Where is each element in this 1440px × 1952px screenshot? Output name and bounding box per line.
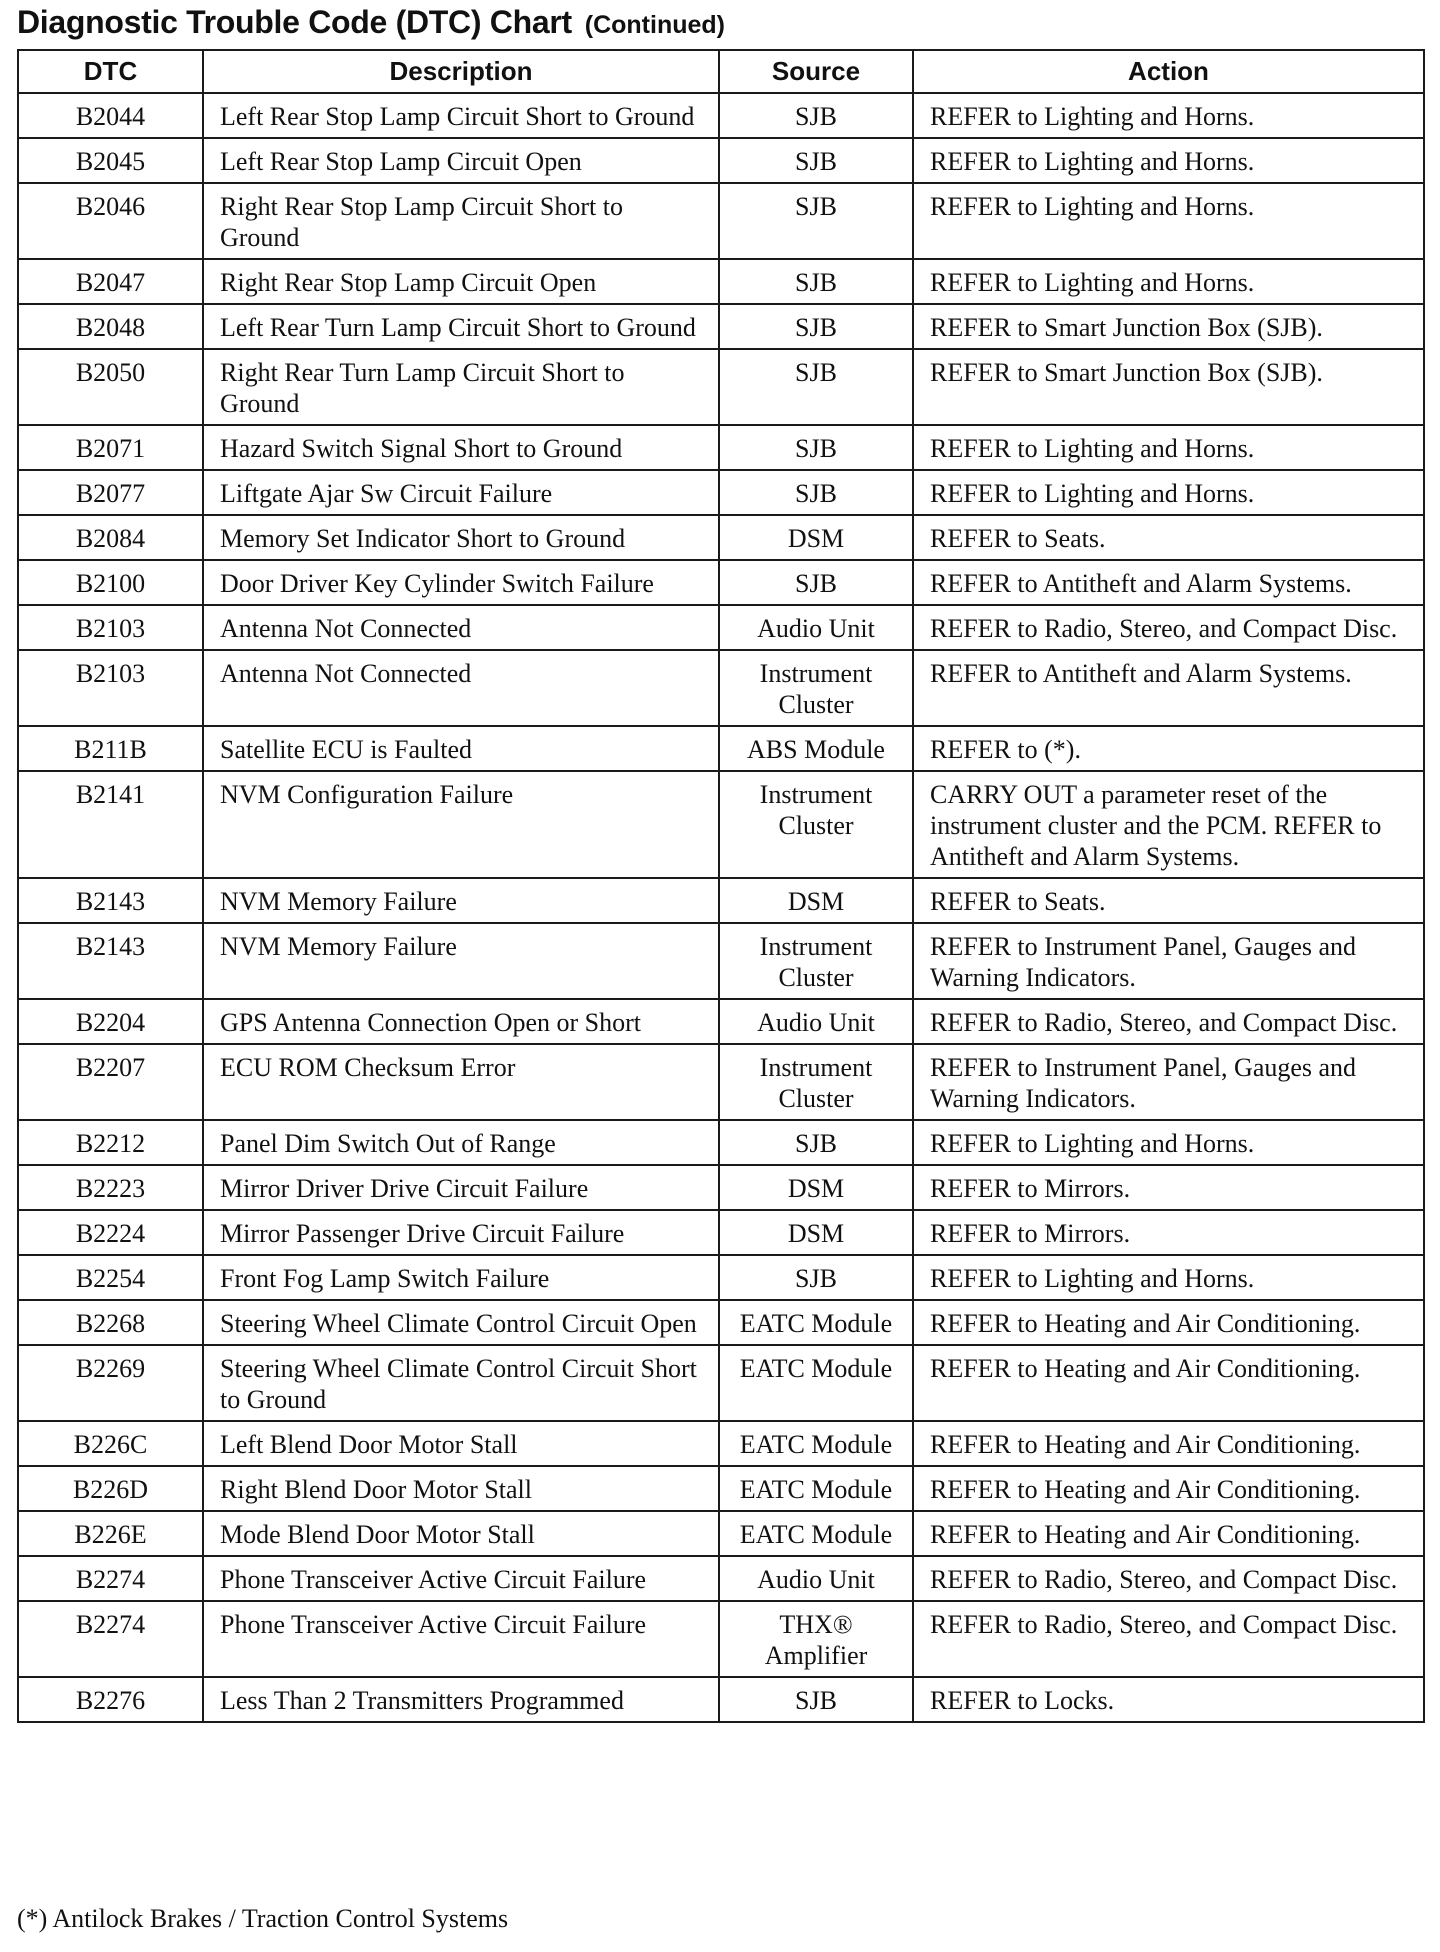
table-row [18,1255,1424,1300]
column-header-description: Description [203,50,719,93]
dtc-source: EATC Module [719,1466,913,1511]
dtc-description: NVM Memory Failure [203,923,719,999]
dtc-description: GPS Antenna Connection Open or Short [203,999,719,1044]
dtc-action: REFER to Heating and Air Conditioning. [913,1345,1424,1421]
footnote: (*) Antilock Brakes / Traction Control Systems [17,1904,509,1933]
dtc-source: Instrument Cluster [719,650,913,726]
dtc-source: SJB [719,1120,913,1165]
dtc-action: REFER to Smart Junction Box (SJB). [913,304,1424,349]
dtc-source: Instrument Cluster [719,1044,913,1120]
table-row [18,349,1424,425]
dtc-description: NVM Configuration Failure [203,771,719,878]
dtc-code: B2077 [18,470,203,515]
dtc-code: B2276 [18,1677,203,1722]
table-row [18,726,1424,771]
dtc-action: REFER to Mirrors. [913,1210,1424,1255]
dtc-code: B2071 [18,425,203,470]
dtc-description: Hazard Switch Signal Short to Ground [203,425,719,470]
dtc-description: Phone Transceiver Active Circuit Failure [203,1601,719,1677]
table-row [18,304,1424,349]
dtc-description: Antenna Not Connected [203,605,719,650]
dtc-source: Audio Unit [719,1556,913,1601]
dtc-source: ABS Module [719,726,913,771]
table-row [18,1120,1424,1165]
dtc-description: Steering Wheel Climate Control Circuit Open [203,1300,719,1345]
table-row [18,1044,1424,1120]
dtc-code: B2143 [18,878,203,923]
dtc-code: B2254 [18,1255,203,1300]
dtc-action: REFER to Radio, Stereo, and Compact Disc. [913,1556,1424,1601]
table-row [18,1511,1424,1556]
dtc-description: Right Rear Stop Lamp Circuit Short to Ground [203,183,719,259]
dtc-action: REFER to Instrument Panel, Gauges and Warning Indicators. [913,923,1424,999]
table-row [18,138,1424,183]
column-header-dtc: DTC [18,50,203,93]
dtc-description: Liftgate Ajar Sw Circuit Failure [203,470,719,515]
dtc-source: EATC Module [719,1345,913,1421]
dtc-code: B2103 [18,605,203,650]
dtc-source: SJB [719,470,913,515]
dtc-action: REFER to Lighting and Horns. [913,138,1424,183]
dtc-description: Front Fog Lamp Switch Failure [203,1255,719,1300]
dtc-description: Right Rear Turn Lamp Circuit Short to Ground [203,349,719,425]
table-row [18,999,1424,1044]
dtc-description: NVM Memory Failure [203,878,719,923]
table-row [18,1601,1424,1677]
table-body [18,93,1424,1722]
dtc-code: B2224 [18,1210,203,1255]
dtc-description: Less Than 2 Transmitters Programmed [203,1677,719,1722]
dtc-source: SJB [719,93,913,138]
dtc-code: B2143 [18,923,203,999]
column-header-source: Source [719,50,913,93]
dtc-code: B226E [18,1511,203,1556]
table-row [18,1421,1424,1466]
dtc-source: SJB [719,425,913,470]
dtc-action: REFER to Seats. [913,878,1424,923]
dtc-action: REFER to Heating and Air Conditioning. [913,1466,1424,1511]
dtc-action: REFER to Heating and Air Conditioning. [913,1300,1424,1345]
dtc-source: SJB [719,183,913,259]
table-row [18,878,1424,923]
dtc-action: REFER to Lighting and Horns. [913,93,1424,138]
column-header-action: Action [913,50,1424,93]
title-main: Diagnostic Trouble Code (DTC) Chart [17,4,572,40]
dtc-description: Panel Dim Switch Out of Range [203,1120,719,1165]
dtc-description: Left Rear Turn Lamp Circuit Short to Ground [203,304,719,349]
dtc-source: EATC Module [719,1421,913,1466]
dtc-source: SJB [719,349,913,425]
table-row [18,560,1424,605]
dtc-source: SJB [719,560,913,605]
table-row [18,259,1424,304]
dtc-action: REFER to Locks. [913,1677,1424,1722]
dtc-action: REFER to Antitheft and Alarm Systems. [913,650,1424,726]
dtc-code: B2044 [18,93,203,138]
dtc-source: EATC Module [719,1511,913,1556]
dtc-source: SJB [719,1677,913,1722]
dtc-description: Left Rear Stop Lamp Circuit Open [203,138,719,183]
dtc-code: B2050 [18,349,203,425]
dtc-action: REFER to Lighting and Horns. [913,183,1424,259]
dtc-code: B2141 [18,771,203,878]
dtc-source: Audio Unit [719,999,913,1044]
table-row [18,1345,1424,1421]
dtc-action: REFER to Radio, Stereo, and Compact Disc. [913,605,1424,650]
dtc-table [17,49,1425,1723]
dtc-description: Left Rear Stop Lamp Circuit Short to Ground [203,93,719,138]
dtc-code: B2204 [18,999,203,1044]
dtc-code: B211B [18,726,203,771]
dtc-source: SJB [719,304,913,349]
dtc-description: Mode Blend Door Motor Stall [203,1511,719,1556]
dtc-code: B2269 [18,1345,203,1421]
dtc-action: REFER to Seats. [913,515,1424,560]
dtc-action: REFER to Heating and Air Conditioning. [913,1511,1424,1556]
table-row [18,93,1424,138]
dtc-action: REFER to Lighting and Horns. [913,259,1424,304]
table-row [18,1210,1424,1255]
table-row [18,425,1424,470]
dtc-description: Mirror Passenger Drive Circuit Failure [203,1210,719,1255]
dtc-source: EATC Module [719,1300,913,1345]
dtc-action: REFER to Lighting and Horns. [913,425,1424,470]
table-row [18,1466,1424,1511]
dtc-action: CARRY OUT a parameter reset of the instrument cluster and the PCM. REFER to Antitheft and Alarm Systems. [913,771,1424,878]
title-continued: (Continued) [584,11,725,39]
dtc-code: B2047 [18,259,203,304]
dtc-source: DSM [719,878,913,923]
dtc-action: REFER to Lighting and Horns. [913,1255,1424,1300]
dtc-action: REFER to Antitheft and Alarm Systems. [913,560,1424,605]
dtc-source: DSM [719,515,913,560]
dtc-code: B2103 [18,650,203,726]
dtc-action: REFER to Smart Junction Box (SJB). [913,349,1424,425]
dtc-code: B2274 [18,1601,203,1677]
table-row [18,771,1424,878]
dtc-action: REFER to Lighting and Horns. [913,1120,1424,1165]
dtc-code: B2207 [18,1044,203,1120]
dtc-description: Left Blend Door Motor Stall [203,1421,719,1466]
dtc-code: B2100 [18,560,203,605]
dtc-description: Memory Set Indicator Short to Ground [203,515,719,560]
dtc-code: B2212 [18,1120,203,1165]
dtc-code: B2223 [18,1165,203,1210]
table-row [18,470,1424,515]
dtc-code: B226D [18,1466,203,1511]
dtc-code: B2274 [18,1556,203,1601]
table-row [18,650,1424,726]
dtc-action: REFER to Mirrors. [913,1165,1424,1210]
dtc-source: DSM [719,1165,913,1210]
table-row [18,923,1424,999]
dtc-description: Antenna Not Connected [203,650,719,726]
dtc-description: ECU ROM Checksum Error [203,1044,719,1120]
dtc-source: SJB [719,1255,913,1300]
table-row [18,605,1424,650]
dtc-code: B226C [18,1421,203,1466]
dtc-action: REFER to Lighting and Horns. [913,470,1424,515]
dtc-code: B2046 [18,183,203,259]
dtc-code: B2045 [18,138,203,183]
dtc-description: Phone Transceiver Active Circuit Failure [203,1556,719,1601]
dtc-action: REFER to Instrument Panel, Gauges and Warning Indicators. [913,1044,1424,1120]
dtc-source: SJB [719,138,913,183]
table-row [18,183,1424,259]
dtc-action: REFER to Radio, Stereo, and Compact Disc. [913,999,1424,1044]
dtc-source: Audio Unit [719,605,913,650]
dtc-action: REFER to Radio, Stereo, and Compact Disc. [913,1601,1424,1677]
table-row [18,1300,1424,1345]
dtc-source: DSM [719,1210,913,1255]
dtc-action: REFER to Heating and Air Conditioning. [913,1421,1424,1466]
dtc-source: SJB [719,259,913,304]
dtc-description: Door Driver Key Cylinder Switch Failure [203,560,719,605]
dtc-description: Steering Wheel Climate Control Circuit Short to Ground [203,1345,719,1421]
page-title [17,4,725,41]
dtc-code: B2048 [18,304,203,349]
dtc-action: REFER to (*). [913,726,1424,771]
dtc-source: Instrument Cluster [719,771,913,878]
dtc-description: Right Blend Door Motor Stall [203,1466,719,1511]
table-row [18,515,1424,560]
dtc-source: THX® Amplifier [719,1601,913,1677]
dtc-description: Satellite ECU is Faulted [203,726,719,771]
table-row [18,1677,1424,1722]
dtc-code: B2268 [18,1300,203,1345]
dtc-description: Mirror Driver Drive Circuit Failure [203,1165,719,1210]
table-row [18,1556,1424,1601]
dtc-code: B2084 [18,515,203,560]
table-header-row [18,50,1424,93]
table-row [18,1165,1424,1210]
dtc-description: Right Rear Stop Lamp Circuit Open [203,259,719,304]
dtc-source: Instrument Cluster [719,923,913,999]
